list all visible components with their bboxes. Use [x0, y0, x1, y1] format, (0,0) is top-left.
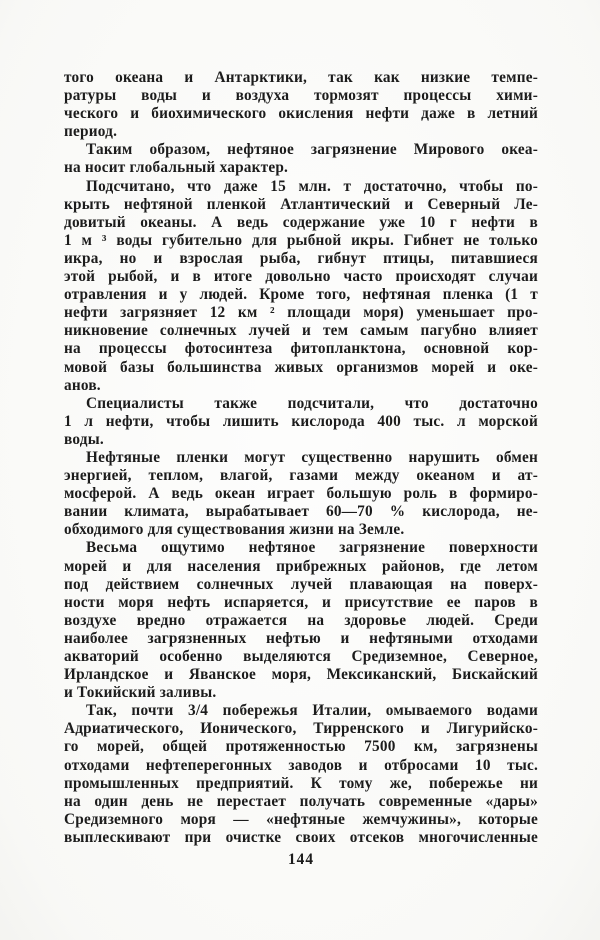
- text-line: ности моря нефть испаряется, и присутствие ее паров в: [64, 593, 538, 611]
- paragraph: [64, 141, 538, 177]
- paragraph: [64, 395, 538, 449]
- text-line: 1 м ³ воды губительно для рыбной икры. Гибнет не только: [64, 231, 538, 249]
- text-line: довитый океаны. А ведь содержание уже 10 г нефти в: [64, 213, 538, 231]
- text-line: анов.: [64, 376, 101, 394]
- text-line: Средиземного моря — «нефтяные жемчужины», которые: [64, 810, 538, 828]
- text-line: мовой базы большинства живых организмов морей и оке-: [64, 358, 538, 376]
- text-line: этой рыбой, и в итоге довольно часто происходят случаи: [64, 268, 538, 286]
- text-line: икра, но и взрослая рыба, гибнут птицы, питавшиеся: [64, 249, 538, 267]
- paragraph: [64, 539, 538, 702]
- text-line: 1 л нефти, чтобы лишить кислорода 400 тыс. л морской: [64, 412, 538, 430]
- text-line: крыть нефтяной пленкой Атлантический и Северный Ле-: [64, 195, 538, 213]
- text-line: Ирландское и Яванское моря, Мексиканский, Бискайский: [64, 666, 538, 684]
- text-line: никновение солнечных лучей и тем самым пагубно влияет: [64, 322, 538, 340]
- text-line: на один день не перестает получать современные «дары»: [64, 792, 538, 810]
- text-line: энергией, теплом, влагой, газами между океаном и ат-: [64, 467, 538, 485]
- text-line: отравления и у людей. Кроме того, нефтяная пленка (1 т: [64, 286, 538, 304]
- text-line: Таким образом, нефтяное загрязнение Мирового океа-: [86, 141, 538, 159]
- text-line: Так, почти 3/4 побережья Италии, омываемого водами: [86, 702, 538, 720]
- text-line: на процессы фотосинтеза фитопланктона, основной кор-: [64, 340, 538, 358]
- page-number: 144: [288, 851, 314, 868]
- paragraph: [64, 69, 538, 141]
- text-line: Адриатического, Ионического, Тирренского и Лигурийско-: [64, 720, 538, 738]
- text-line: Весьма ощутимо нефтяное загрязнение поверхности: [86, 539, 538, 557]
- text-line: обходимого для существования жизни на Земле.: [64, 521, 405, 539]
- text-line: акваторий особенно выделяются Средиземное, Северное,: [64, 648, 538, 665]
- page-text: [64, 69, 538, 847]
- text-line: того океана и Антарктики, так как низкие темпе-: [64, 69, 538, 86]
- text-line: под действием солнечных лучей плавающая на поверх-: [64, 575, 538, 593]
- text-line: Нефтяные пленки могут существенно нарушить обмен: [86, 448, 538, 466]
- text-line: воздухе вредно отражается на здоровье людей. Среди: [64, 611, 538, 629]
- text-line: и Токийский заливы.: [64, 684, 217, 702]
- text-line: морей и для населения прибрежных районов, где летом: [64, 557, 538, 575]
- text-line: на носит глобальный характер.: [64, 159, 289, 177]
- text-line: выплескивают при очистке своих отсеков многочисленные: [64, 828, 538, 846]
- text-line: ратуры воды и воздуха тормозят процессы хими-: [64, 87, 538, 105]
- text-line: мосферой. А ведь океан играет большую роль в формиро-: [64, 485, 538, 503]
- paragraph: [64, 449, 538, 539]
- text-line: вании климата, вырабатывает 60—70 % кислорода, не-: [64, 503, 538, 521]
- text-line: наиболее загрязненных нефтью и нефтяными отходами: [64, 629, 538, 647]
- text-line: воды.: [64, 430, 104, 448]
- text-line: Специалисты также подсчитали, что достаточно: [86, 394, 538, 412]
- text-line: го морей, общей протяженностью 7500 км, загрязнены: [64, 738, 538, 756]
- text-line: промышленных предприятий. К тому же, побережье ни: [64, 774, 538, 792]
- paragraph: [64, 178, 538, 395]
- text-line: период.: [64, 123, 118, 141]
- paragraph: [64, 702, 538, 847]
- text-line: нефти загрязняет 12 км ² площади моря) уменьшает про-: [64, 304, 538, 322]
- text-line: ческого и биохимического окисления нефти даже в летний: [64, 105, 538, 123]
- text-line: отходами нефтеперегонных заводов и отбросами 10 тыс.: [64, 756, 538, 774]
- text-line: Подсчитано, что даже 15 млн. т достаточно, чтобы по-: [86, 177, 538, 195]
